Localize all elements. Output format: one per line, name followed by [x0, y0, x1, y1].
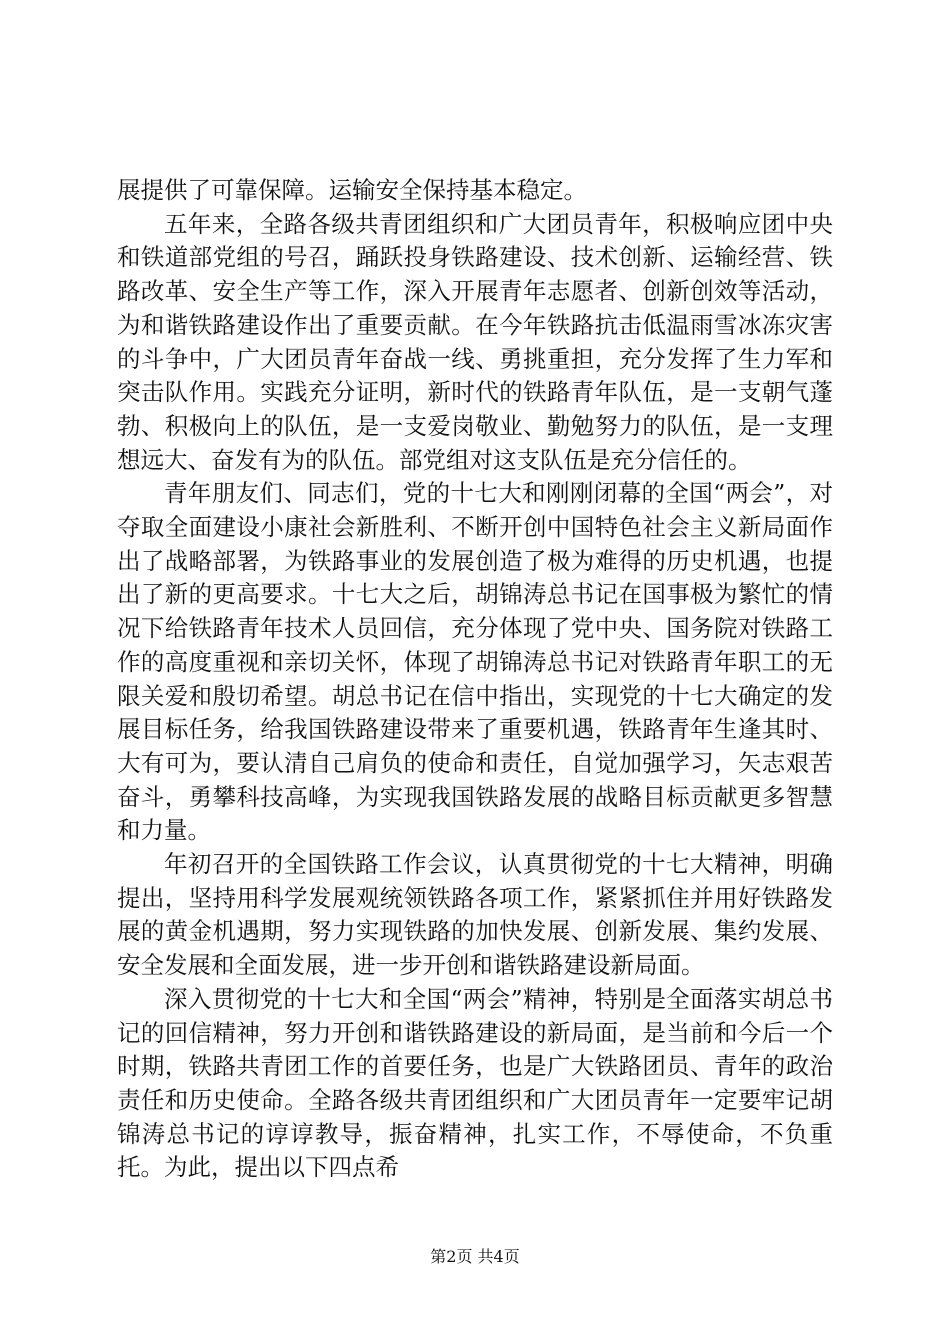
paragraph: 青年朋友们、同志们，党的十七大和刚刚闭幕的全国“两会”，对夺取全面建设小康社会新胜利、不断开创中国特色社会主义新局面作出了战略部署，为铁路事业的发展创造了极为难得的历史机遇，也提出了新的更高要求。十七大之后，胡锦涛总书记在国事极为繁忙的情况下给铁路青年技术人员回信，充分体现了党中央、国务院对铁路工作的高度重视和亲切关怀，体现了胡锦涛总书记对铁路青年职工的无限关爱和殷切希望。胡总书记在信中指出，实现党的十七大确定的发展目标任务，给我国铁路建设带来了重要机遇，铁路青年生逢其时、大有可为，要认清自己肩负的使命和责任，自觉加强学习，矢志艰苦奋斗，勇攀科技高峰，为实现我国铁路发展的战略目标贡献更多智慧和力量。	[117, 479, 833, 845]
paragraph: 年初召开的全国铁路工作会议，认真贯彻党的十七大精神，明确提出，坚持用科学发展观统领铁路各项工作，紧紧抓住并用好铁路发展的黄金机遇期，努力实现铁路的加快发展、创新发展、集约发展、安全发展和全面发展，进一步开创和谐铁路建设新局面。	[117, 850, 833, 980]
page-number-footer: 第2页 共4页	[430, 1247, 520, 1266]
body-text	[117, 174, 833, 1185]
paragraph: 深入贯彻党的十七大和全国“两会”精神，特别是全面落实胡总书记的回信精神，努力开创和谐铁路建设的新局面，是当前和今后一个时期，铁路共青团工作的首要任务，也是广大铁路团员、青年的政治责任和历史使命。全路各级共青团组织和广大团员青年一定要牢记胡锦涛总书记的谆谆教导，振奋精神，扎实工作，不辱使命，不负重托。为此，提出以下四点希	[117, 984, 833, 1182]
paragraph: 展提供了可靠保障。运输安全保持基本稳定。	[117, 176, 587, 204]
paragraph: 五年来，全路各级共青团组织和广大团员青年，积极响应团中央和铁道部党组的号召，踊跃投身铁路建设、技术创新、运输经营、铁路改革、安全生产等工作，深入开展青年志愿者、创新创效等活动，为和谐铁路建设作出了重要贡献。在今年铁路抗击低温雨雪冰冻灾害的斗争中，广大团员青年奋战一线、勇挑重担，充分发挥了生力军和突击队作用。实践充分证明，新时代的铁路青年队伍，是一支朝气蓬勃、积极向上的队伍，是一支爱岗敬业、勤勉努力的队伍，是一支理想远大、奋发有为的队伍。部党组对这支队伍是充分信任的。	[117, 209, 833, 474]
